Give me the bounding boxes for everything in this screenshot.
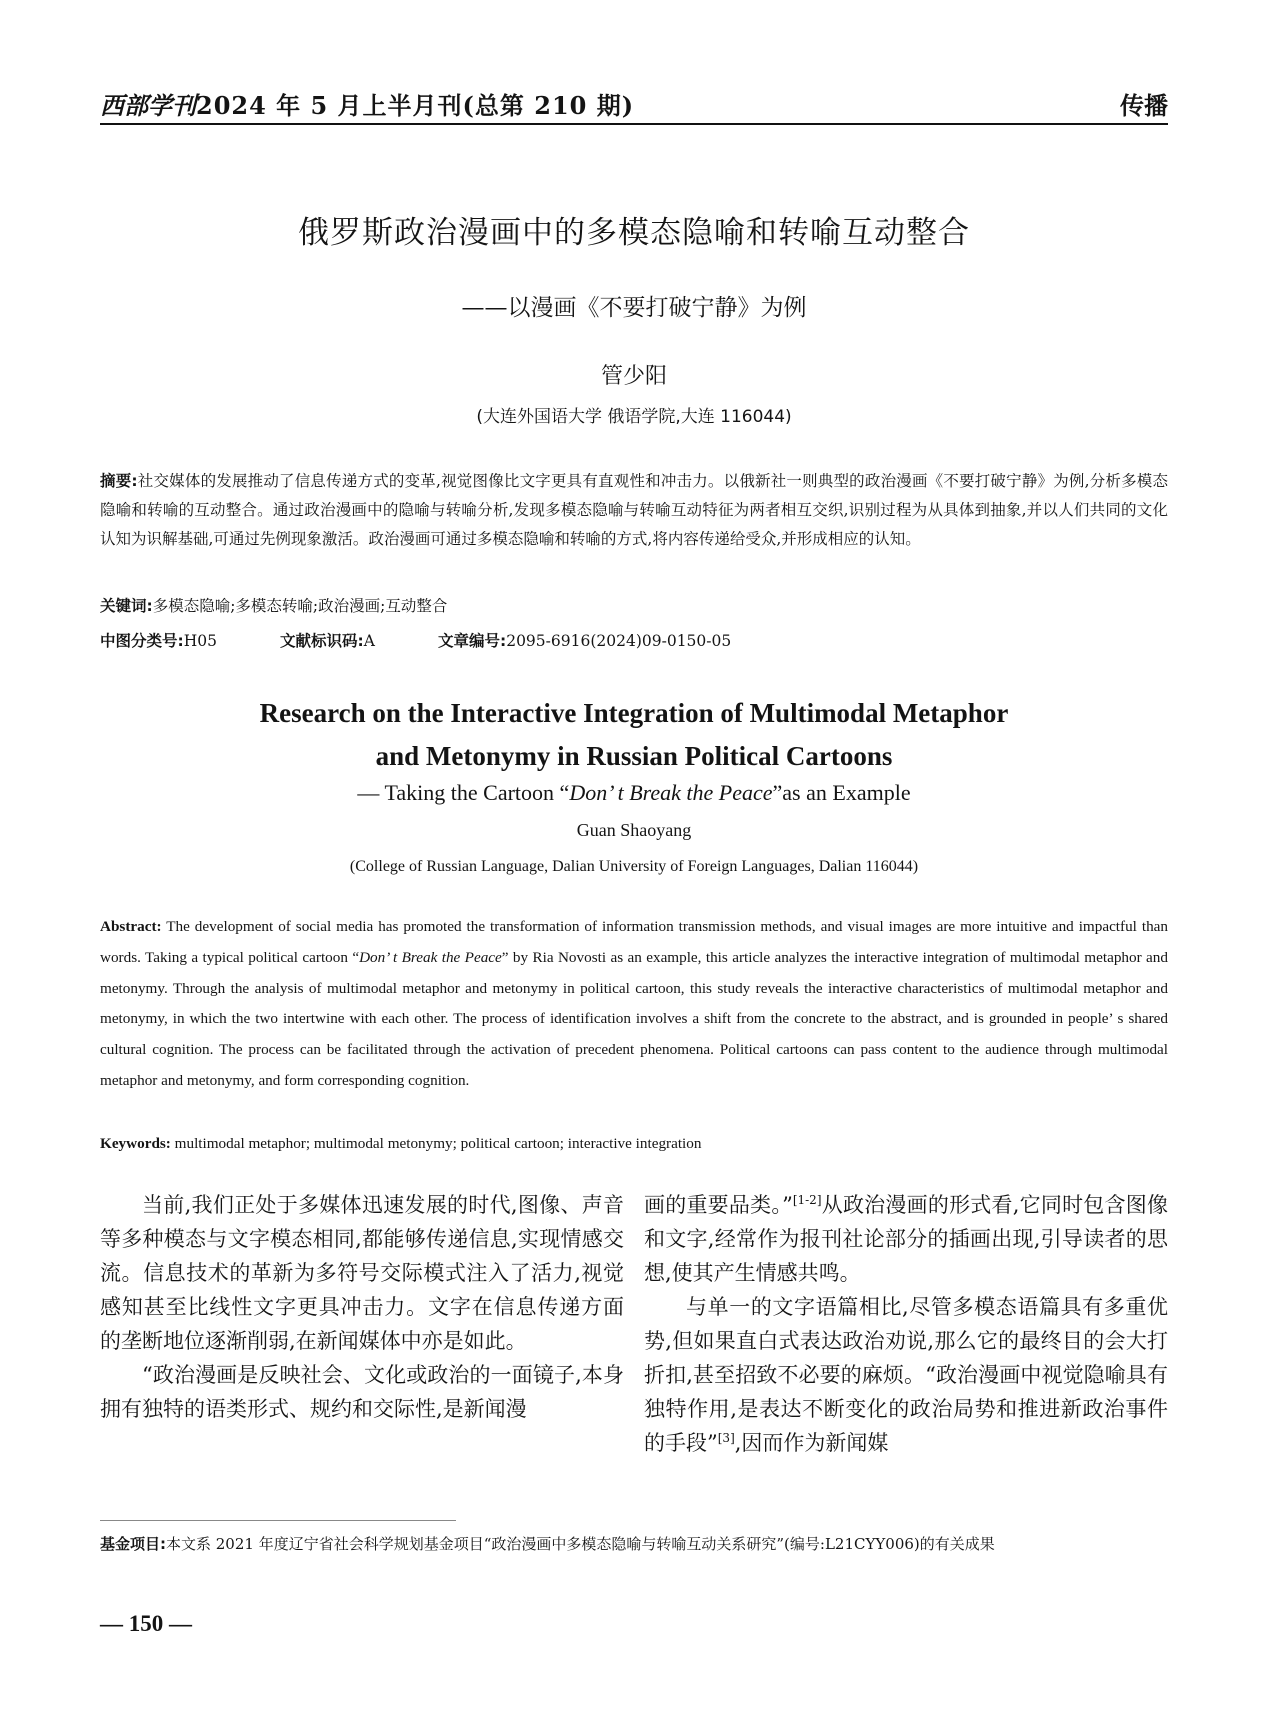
en-keywords [100, 1135, 1168, 1153]
body-paragraph [644, 1290, 1168, 1460]
en-author: Guan Shaoyang [576, 820, 692, 840]
cn-keywords [100, 592, 1168, 621]
body-text: 与单一的文字语篇相比,尽管多模态语篇具有多重优势,但如果直白式表达政治劝说,那么它的最终目的会大打折扣,甚至招致不必要的麻烦。“政治漫画中视觉隐喻具有独特作用,是表达不断变化的政治局势和推进新政治事件的手段” [644, 1295, 1168, 1455]
en-subtitle [100, 780, 1168, 806]
cn-affiliation: (大连外国语大学 俄语学院,大连 116044) [476, 407, 792, 427]
en-abstract [100, 912, 1168, 1097]
header-rule [100, 123, 1168, 125]
en-title [100, 692, 1168, 778]
footnote-text: 本文系 2021 年度辽宁省社会科学规划基金项目“政治漫画中多模态隐喻与转喻互动关系研究”(编号:L21CYY006)的有关成果 [166, 1535, 995, 1553]
running-header [100, 86, 1168, 126]
cn-author: 管少阳 [600, 364, 667, 389]
cn-classification [100, 627, 1168, 656]
body-column-left [100, 1188, 624, 1426]
en-affiliation: (College of Russian Language, Dalian University of Foreign Languages, Dalian 116044) [349, 858, 919, 875]
cn-title: 俄罗斯政治漫画中的多模态隐喻和转喻互动整合 [298, 215, 970, 251]
en-keywords-label: Keywords: [100, 1135, 171, 1152]
body-paragraph: 当前,我们正处于多媒体迅速发展的时代,图像、声音等多种模态与文字模态相同,都能够传递信息,实现情感交流。信息技术的革新为多符号交际模式注入了活力,视觉感知甚至比线性文字更具冲击力。文字在信息传递方面的垄断地位逐渐削弱,在新闻媒体中亦是如此。 [100, 1193, 624, 1353]
body-text: 画的重要品类。” [644, 1193, 793, 1217]
doc-code-value: A [363, 632, 375, 650]
clc-label: 中图分类号: [100, 632, 184, 650]
citation: [3] [717, 1431, 735, 1445]
body-column-right [644, 1188, 1168, 1460]
doc-code-label: 文献标识码: [280, 632, 364, 650]
en-subtitle-italic: Don’ t Break the Peace [569, 780, 773, 805]
cn-abstract-text: 社交媒体的发展推动了信息传递方式的变革,视觉图像比文字更具有直观性和冲击力。以俄新社一则典型的政治漫画《不要打破宁静》为例,分析多模态隐喻和转喻的互动整合。通过政治漫画中的隐喻与转喻分析,发现多模态隐喻与转喻互动特征为两者相互交织,识别过程为从具体到抽象,并以人们共同的文化认知为识解基础,可通过先例现象激活。政治漫画可通过多模态隐喻和转喻的方式,将内容传递给受众,并形成相应的认知。 [100, 472, 1169, 548]
cn-keywords-label: 关键词: [100, 597, 153, 615]
journal-issue [100, 86, 634, 121]
cn-keywords-text: 多模态隐喻;多模态转喻;政治漫画;互动整合 [152, 597, 448, 615]
en-title-line2: and Metonymy in Russian Political Cartoons [375, 741, 893, 771]
cn-subtitle: ——以漫画《不要打破宁静》为例 [461, 295, 807, 321]
body-text: 从政治漫画的形式看,它同时包含图像和文字,经常作为报刊社论部分的插画出现,引导读者的思想,使其产生情感共鸣。 [644, 1193, 1168, 1285]
en-keywords-text: multimodal metaphor; multimodal metonymy; political cartoon; interactive integration [170, 1135, 702, 1152]
footnote-label: 基金项目: [100, 1535, 166, 1553]
en-title-line1: Research on the Interactive Integration of Multimodal Metaphor [259, 698, 1009, 728]
article-no-label: 文章编号: [438, 632, 507, 650]
cn-abstract [100, 467, 1168, 554]
section-name: 传播 [1120, 92, 1168, 120]
footnote-rule [100, 1520, 456, 1521]
en-abstract-italic: Don’ t Break the Peace [359, 948, 502, 966]
body-text: ,因而作为新闻媒 [734, 1431, 889, 1455]
citation: [1-2] [792, 1193, 822, 1207]
clc-value: H05 [183, 632, 217, 650]
cn-abstract-label: 摘要: [100, 472, 138, 490]
body-paragraph: “政治漫画是反映社会、文化或政治的一面镜子,本身拥有独特的语类形式、规约和交际性,是新闻漫 [100, 1363, 624, 1421]
article-no-value: 2095-6916(2024)09-0150-05 [506, 632, 732, 650]
body-paragraph [644, 1188, 1168, 1290]
journal-logo: 西部学刊 [100, 91, 196, 120]
en-abstract-part1: The development of social media has promoted the transformation of information transmission methods, and visual images are more intuitive and impactful than words. Taking a typical political cartoon “ [100, 918, 1168, 966]
en-subtitle-pre: — Taking the Cartoon “ [357, 780, 570, 805]
en-abstract-label: Abstract: [100, 918, 162, 935]
issue-info: 2024 年 5 月上半月刊(总第 210 期) [196, 91, 635, 120]
page-number: — 150 — [100, 1611, 192, 1636]
en-abstract-part2: ” by Ria Novosti as an example, this article analyzes the interactive integration of multimodal metaphor and metonymy. Through the analysis of multimodal metaphor and metonymy in political cartoon, this study reveals the interactive characteristics of multimodal metaphor and metonymy, in which the two intertwine with each other. The process of identification involves a shift from the concrete to the abstract, and is grounded in people’ s shared cultural cognition. The process can be facilitated through the activation of precedent phenomena. Political cartoons can pass content to the audience through multimodal metaphor and metonymy, and form corresponding cognition. [100, 948, 1168, 1089]
footnote [100, 1530, 1168, 1558]
en-subtitle-post: ”as an Example [772, 780, 911, 805]
